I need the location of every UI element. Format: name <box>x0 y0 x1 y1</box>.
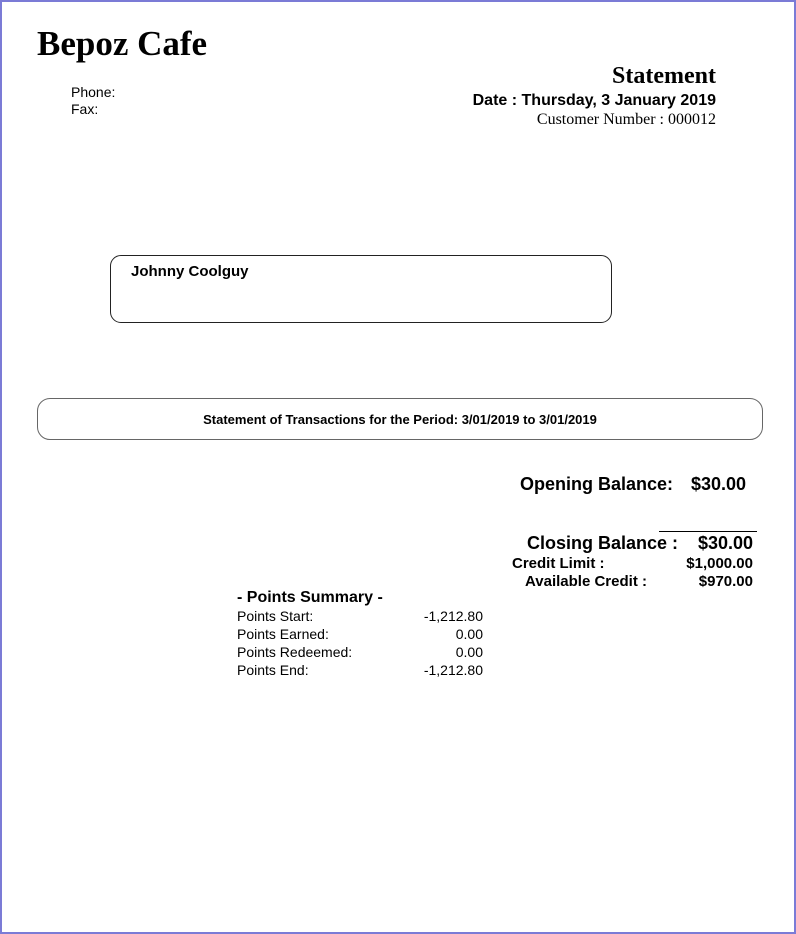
statement-title: Statement <box>612 63 716 89</box>
closing-balance-label: Closing Balance : <box>527 533 679 553</box>
available-credit-value: $970.00 <box>698 573 753 590</box>
points-row-value: 0.00 <box>455 626 483 642</box>
opening-balance-value: $30.00 <box>690 474 746 494</box>
fax-label: Fax: <box>71 101 99 117</box>
closing-balance-rule <box>659 531 757 532</box>
points-row-value: -1,212.80 <box>423 662 483 678</box>
customer-number: Customer Number : 000012 <box>536 111 716 128</box>
opening-balance-label: Opening Balance: <box>520 474 674 494</box>
customer-address-box <box>110 255 612 323</box>
company-name: Bepoz Cafe <box>37 24 208 63</box>
points-row-label: Points End: <box>237 662 309 678</box>
points-row-value: 0.00 <box>455 644 483 660</box>
period-banner <box>37 398 763 440</box>
points-row-label: Points Earned: <box>237 626 329 642</box>
customer-name: Johnny Coolguy <box>131 263 249 280</box>
credit-limit-value: $1,000.00 <box>686 555 753 572</box>
points-summary-heading: - Points Summary - <box>237 589 383 606</box>
available-credit-label: Available Credit : <box>525 573 647 590</box>
statement-date: Date : Thursday, 3 January 2019 <box>472 92 716 109</box>
points-row-label: Points Start: <box>237 608 314 624</box>
closing-balance-value: $30.00 <box>697 533 753 553</box>
period-text: Statement of Transactions for the Period: 3/01/2019 to 3/01/2019 <box>203 412 597 427</box>
points-row-label: Points Redeemed: <box>237 644 353 660</box>
points-row-value: -1,212.80 <box>423 608 483 624</box>
credit-limit-label: Credit Limit : <box>512 555 605 572</box>
phone-label: Phone: <box>71 84 116 100</box>
